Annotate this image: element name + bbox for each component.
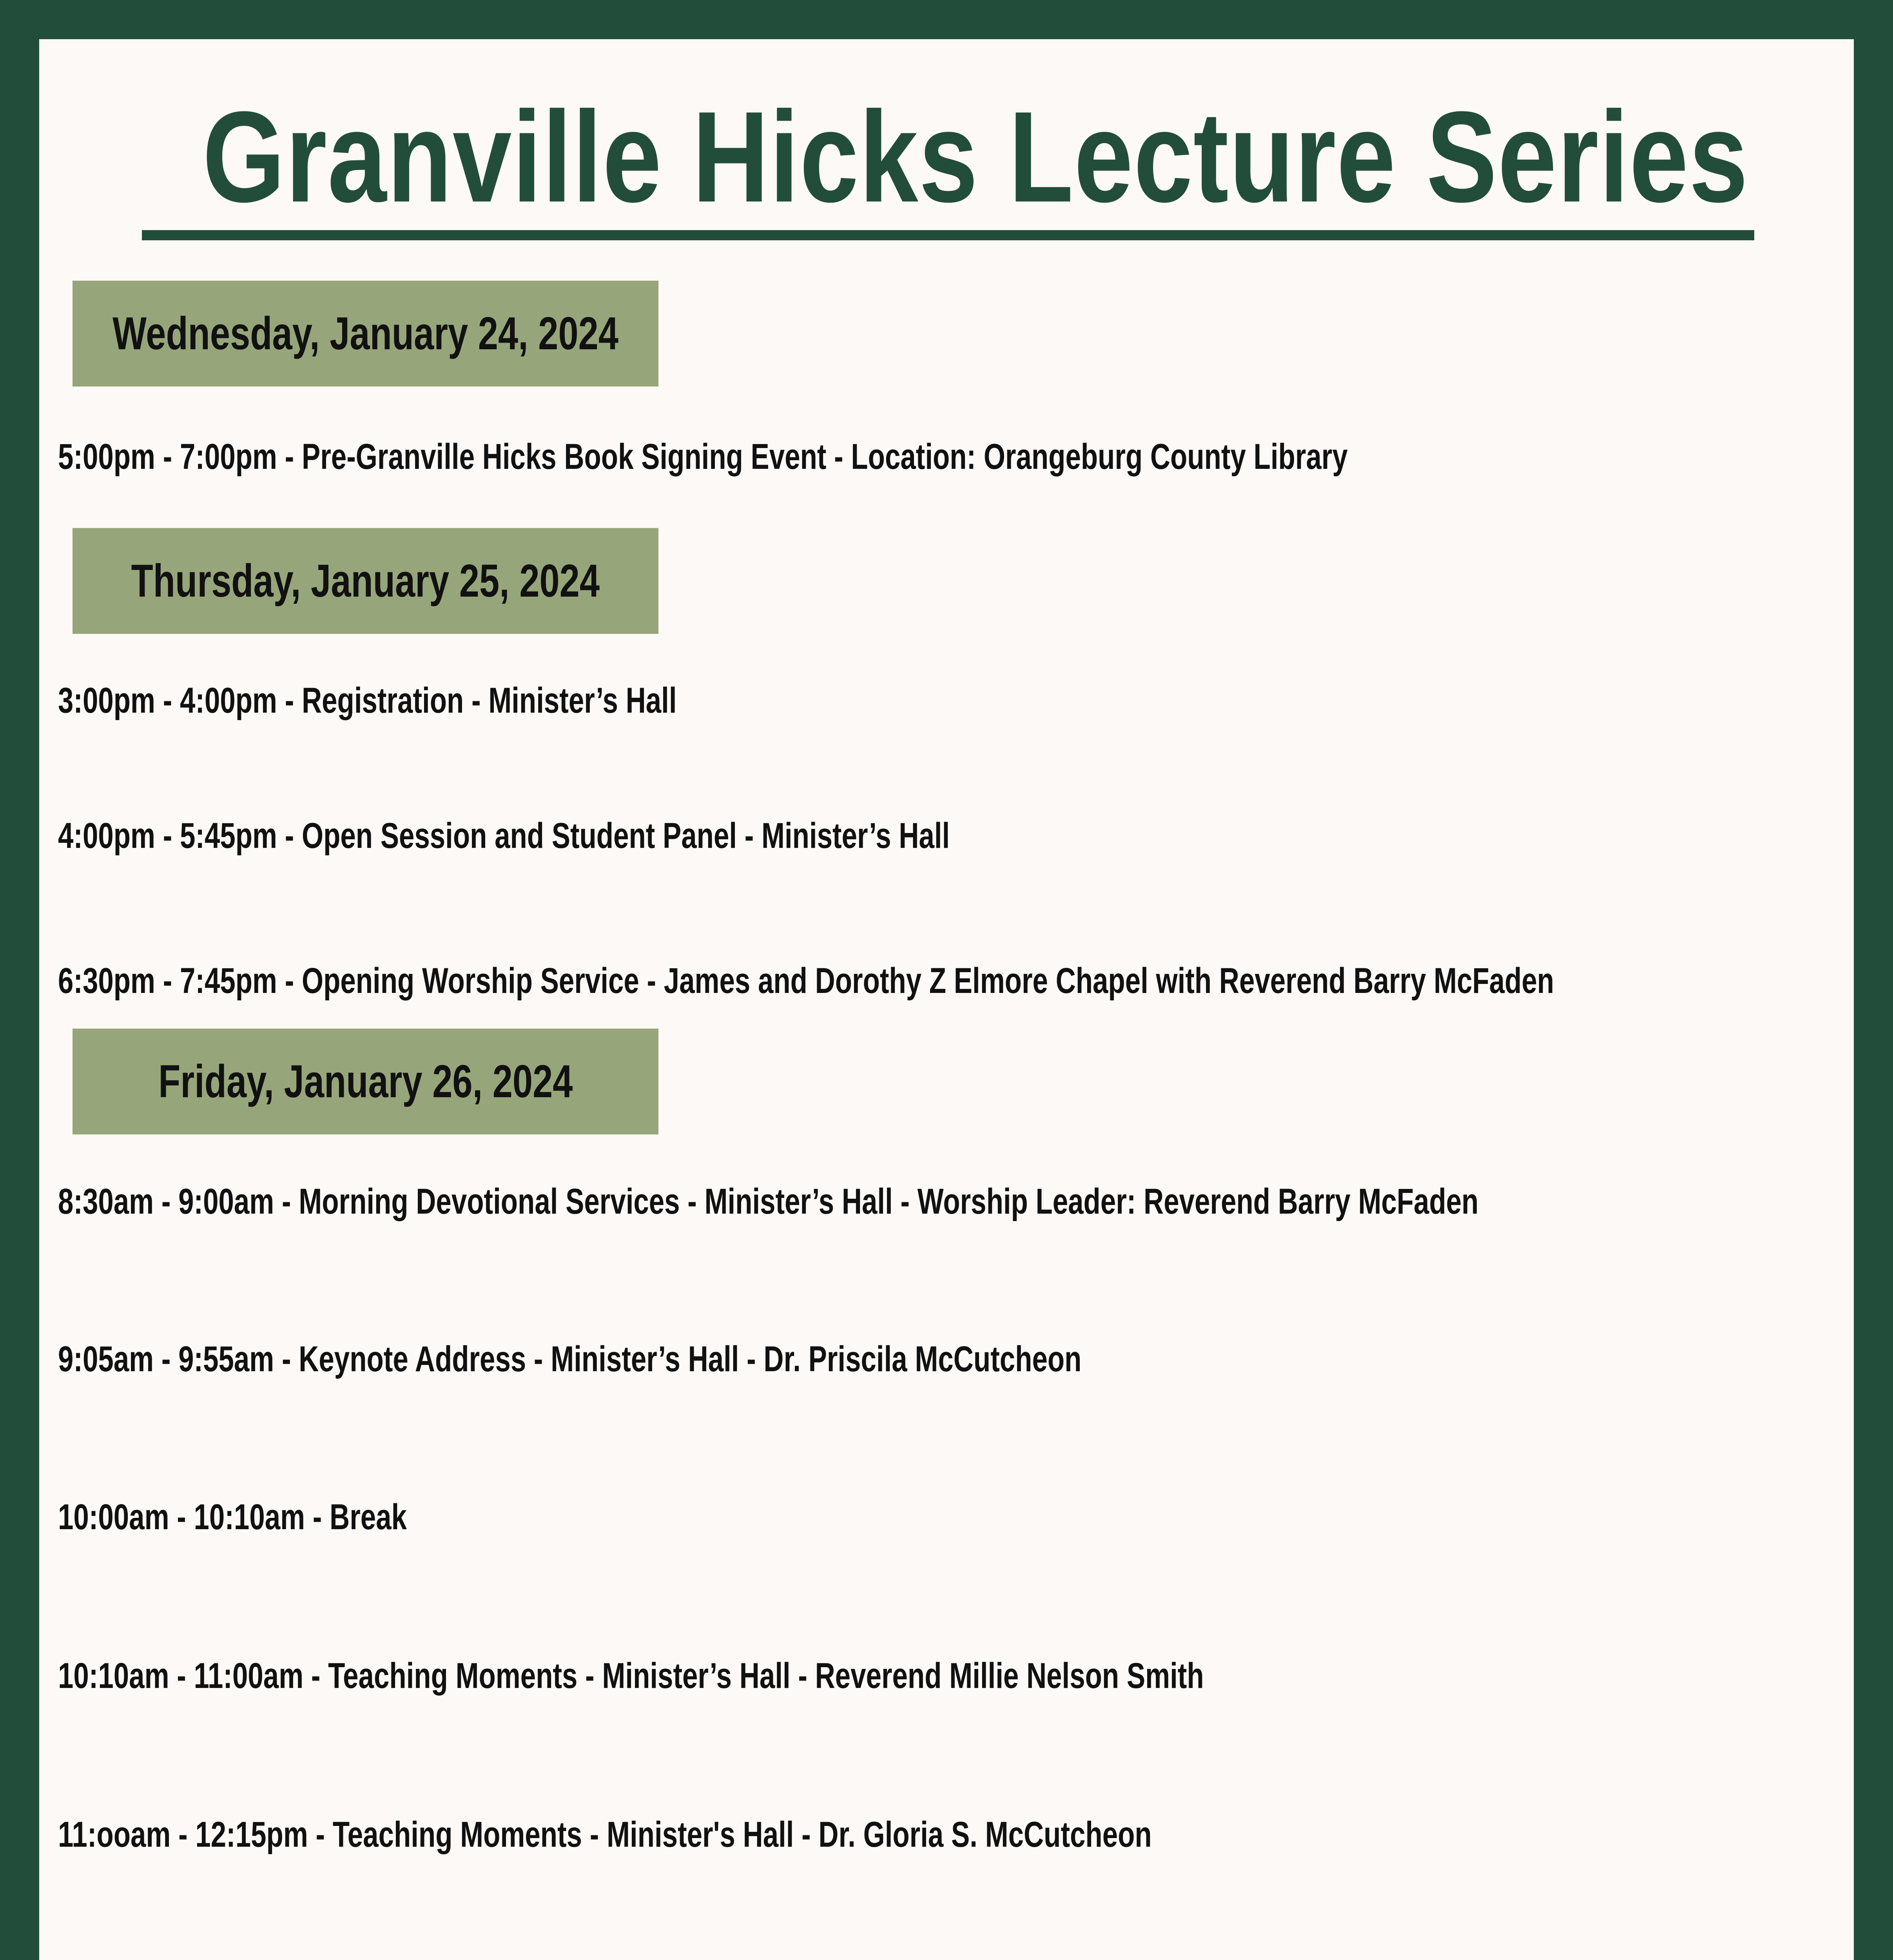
day-header-thursday [73,528,658,634]
event-item: 10:10am - 11:00am - Teaching Moments - Minister’s Hall - Reverend Millie Nelson Smith [58,1656,1204,1696]
day-date: Wednesday, January 24, 2024 [112,308,618,359]
event-item: 8:30am - 9:00am - Morning Devotional Services - Minister’s Hall - Worship Leader: Reverend Barry McFaden [58,1181,1479,1221]
flyer-page [39,39,1854,1960]
event-item: 9:05am - 9:55am - Keynote Address - Minister’s Hall - Dr. Priscila McCutcheon [58,1339,1082,1379]
event-item: 4:00pm - 5:45pm - Open Session and Student Panel - Minister’s Hall [58,816,950,856]
day-header-wednesday [73,281,658,387]
event-item: 5:00pm - 7:00pm - Pre-Granville Hicks Book Signing Event - Location: Orangeburg County Library [58,437,1348,477]
event-item: 11:ooam - 12:15pm - Teaching Moments - Minister's Hall - Dr. Gloria S. McCutcheon [58,1815,1152,1855]
page-title: Granville Hicks Lecture Series [202,84,1749,229]
day-header-friday [73,1029,658,1134]
day-date: Friday, January 26, 2024 [158,1056,573,1107]
event-item: 3:00pm - 4:00pm - Registration - Minister’s Hall [58,681,677,720]
day-date: Thursday, January 25, 2024 [131,555,600,607]
event-item: 6:30pm - 7:45pm - Opening Worship Service - James and Dorothy Z Elmore Chapel with Reverend Barry McFaden [58,961,1554,1001]
title-underline [142,230,1754,240]
event-item: 10:00am - 10:10am - Break [58,1497,407,1537]
